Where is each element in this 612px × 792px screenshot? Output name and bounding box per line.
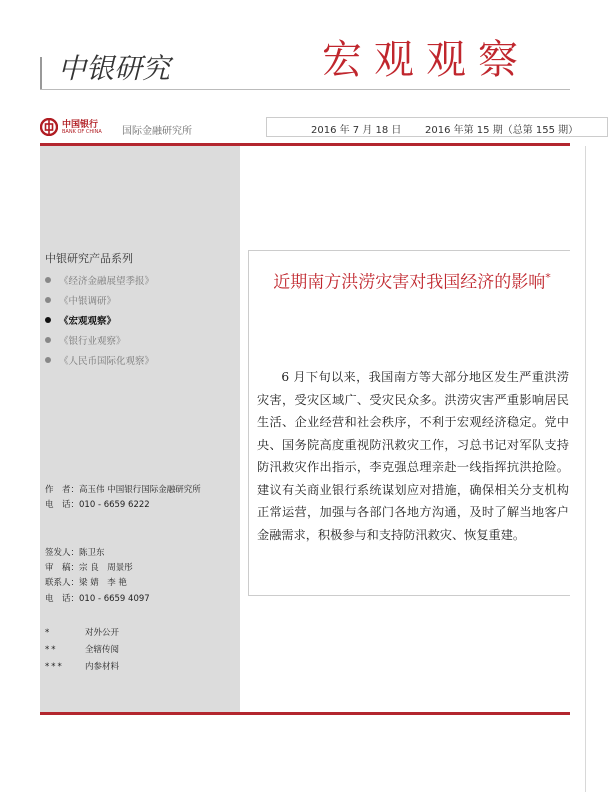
classification-public <box>45 626 119 638</box>
reviewer-row <box>45 561 133 573</box>
footnote-mark: * <box>545 271 551 284</box>
info-label: 电 话： <box>45 500 80 510</box>
classification-label: 全辖传阅 <box>85 645 120 655</box>
brand-calligraphy-logo <box>40 46 240 90</box>
info-value: 010 - 6659 4097 <box>79 594 150 604</box>
info-label: 签发人： <box>45 548 80 558</box>
info-label: 作 者： <box>45 485 80 495</box>
info-value: 010 - 6659 6222 <box>79 500 150 510</box>
series-item-label: 《经济金融展望季报》 <box>59 276 155 287</box>
page-title: 宏观观察 <box>322 37 530 83</box>
classification-label: 内参材料 <box>85 662 120 672</box>
issue-info-box <box>266 117 608 137</box>
series-item-label: 《中银调研》 <box>59 296 117 307</box>
info-value: 陈卫东 <box>79 548 105 558</box>
series-item-outlook <box>45 273 154 287</box>
article-body: 6 月下旬以来，我国南方等大部分地区发生严重洪涝灾害，受灾区域广、受灾民众多。洪涝灾害严重影响居民生活、企业经营和社会秩序，不利于宏观经济稳定。党中央、国务院高度重视防汛救灾工作，习总书记对军队支持防汛救灾作出指示，李克强总理亲赴一线指挥抗洪抢险。建议有关商业银行系统谋划应对措施，确保相关分支机构正常运营，加强与各部门各地方沟通，及时了解当地客户金融需求，积极参与和支持防汛救灾、恢复重建。 <box>257 370 569 542</box>
star-rating: * <box>45 628 52 638</box>
issuer-row <box>45 546 105 558</box>
info-value: 梁 婧 李 艳 <box>79 578 127 588</box>
series-item-label: 《人民币国际化观察》 <box>59 356 155 367</box>
series-item-rmb <box>45 353 154 367</box>
info-value: 高玉伟 中国银行国际金融研究所 <box>79 485 201 495</box>
star-rating: *** <box>45 662 64 672</box>
bullet-icon <box>45 357 51 363</box>
info-label: 电 话： <box>45 594 80 604</box>
bank-name-en: BANK OF CHINA <box>62 129 102 135</box>
series-item-research <box>45 293 116 307</box>
series-item-label: 《宏观观察》 <box>59 316 117 327</box>
bullet-icon <box>45 317 51 323</box>
page-edge <box>585 146 586 792</box>
brand-text: 中银研究 <box>58 52 171 85</box>
bank-name-cn: 中国银行 <box>62 120 99 130</box>
author-row <box>45 483 201 495</box>
series-title: 中银研究产品系列 <box>45 252 133 265</box>
bullet-icon <box>45 297 51 303</box>
article-title <box>262 266 562 295</box>
classification-internal <box>45 643 119 655</box>
info-value: 宗 良 周景彤 <box>79 563 133 573</box>
series-item-macro <box>45 313 116 327</box>
info-label: 审 稿： <box>45 563 80 573</box>
bottom-red-rule <box>40 712 570 715</box>
series-item-label: 《银行业观察》 <box>59 336 126 347</box>
issue-number: 2016 年第 15 期（总第 155 期） <box>425 125 579 136</box>
header-rule <box>40 89 570 90</box>
bullet-icon <box>45 277 51 283</box>
series-item-banking <box>45 333 126 347</box>
classification-label: 对外公开 <box>85 628 120 638</box>
bullet-icon <box>45 337 51 343</box>
contact-row <box>45 576 127 588</box>
classification-confidential <box>45 660 119 672</box>
article-title-text: 近期南方洪涝灾害对我国经济的影响 <box>273 272 546 293</box>
contact-phone-row <box>45 592 150 604</box>
author-phone-row <box>45 498 150 510</box>
bank-of-china-emblem-icon <box>40 118 58 136</box>
info-label: 联系人： <box>45 578 80 588</box>
star-rating: ** <box>45 645 58 655</box>
issue-date: 2016 年 7 月 18 日 <box>311 125 402 136</box>
institute-name: 国际金融研究所 <box>122 126 192 137</box>
